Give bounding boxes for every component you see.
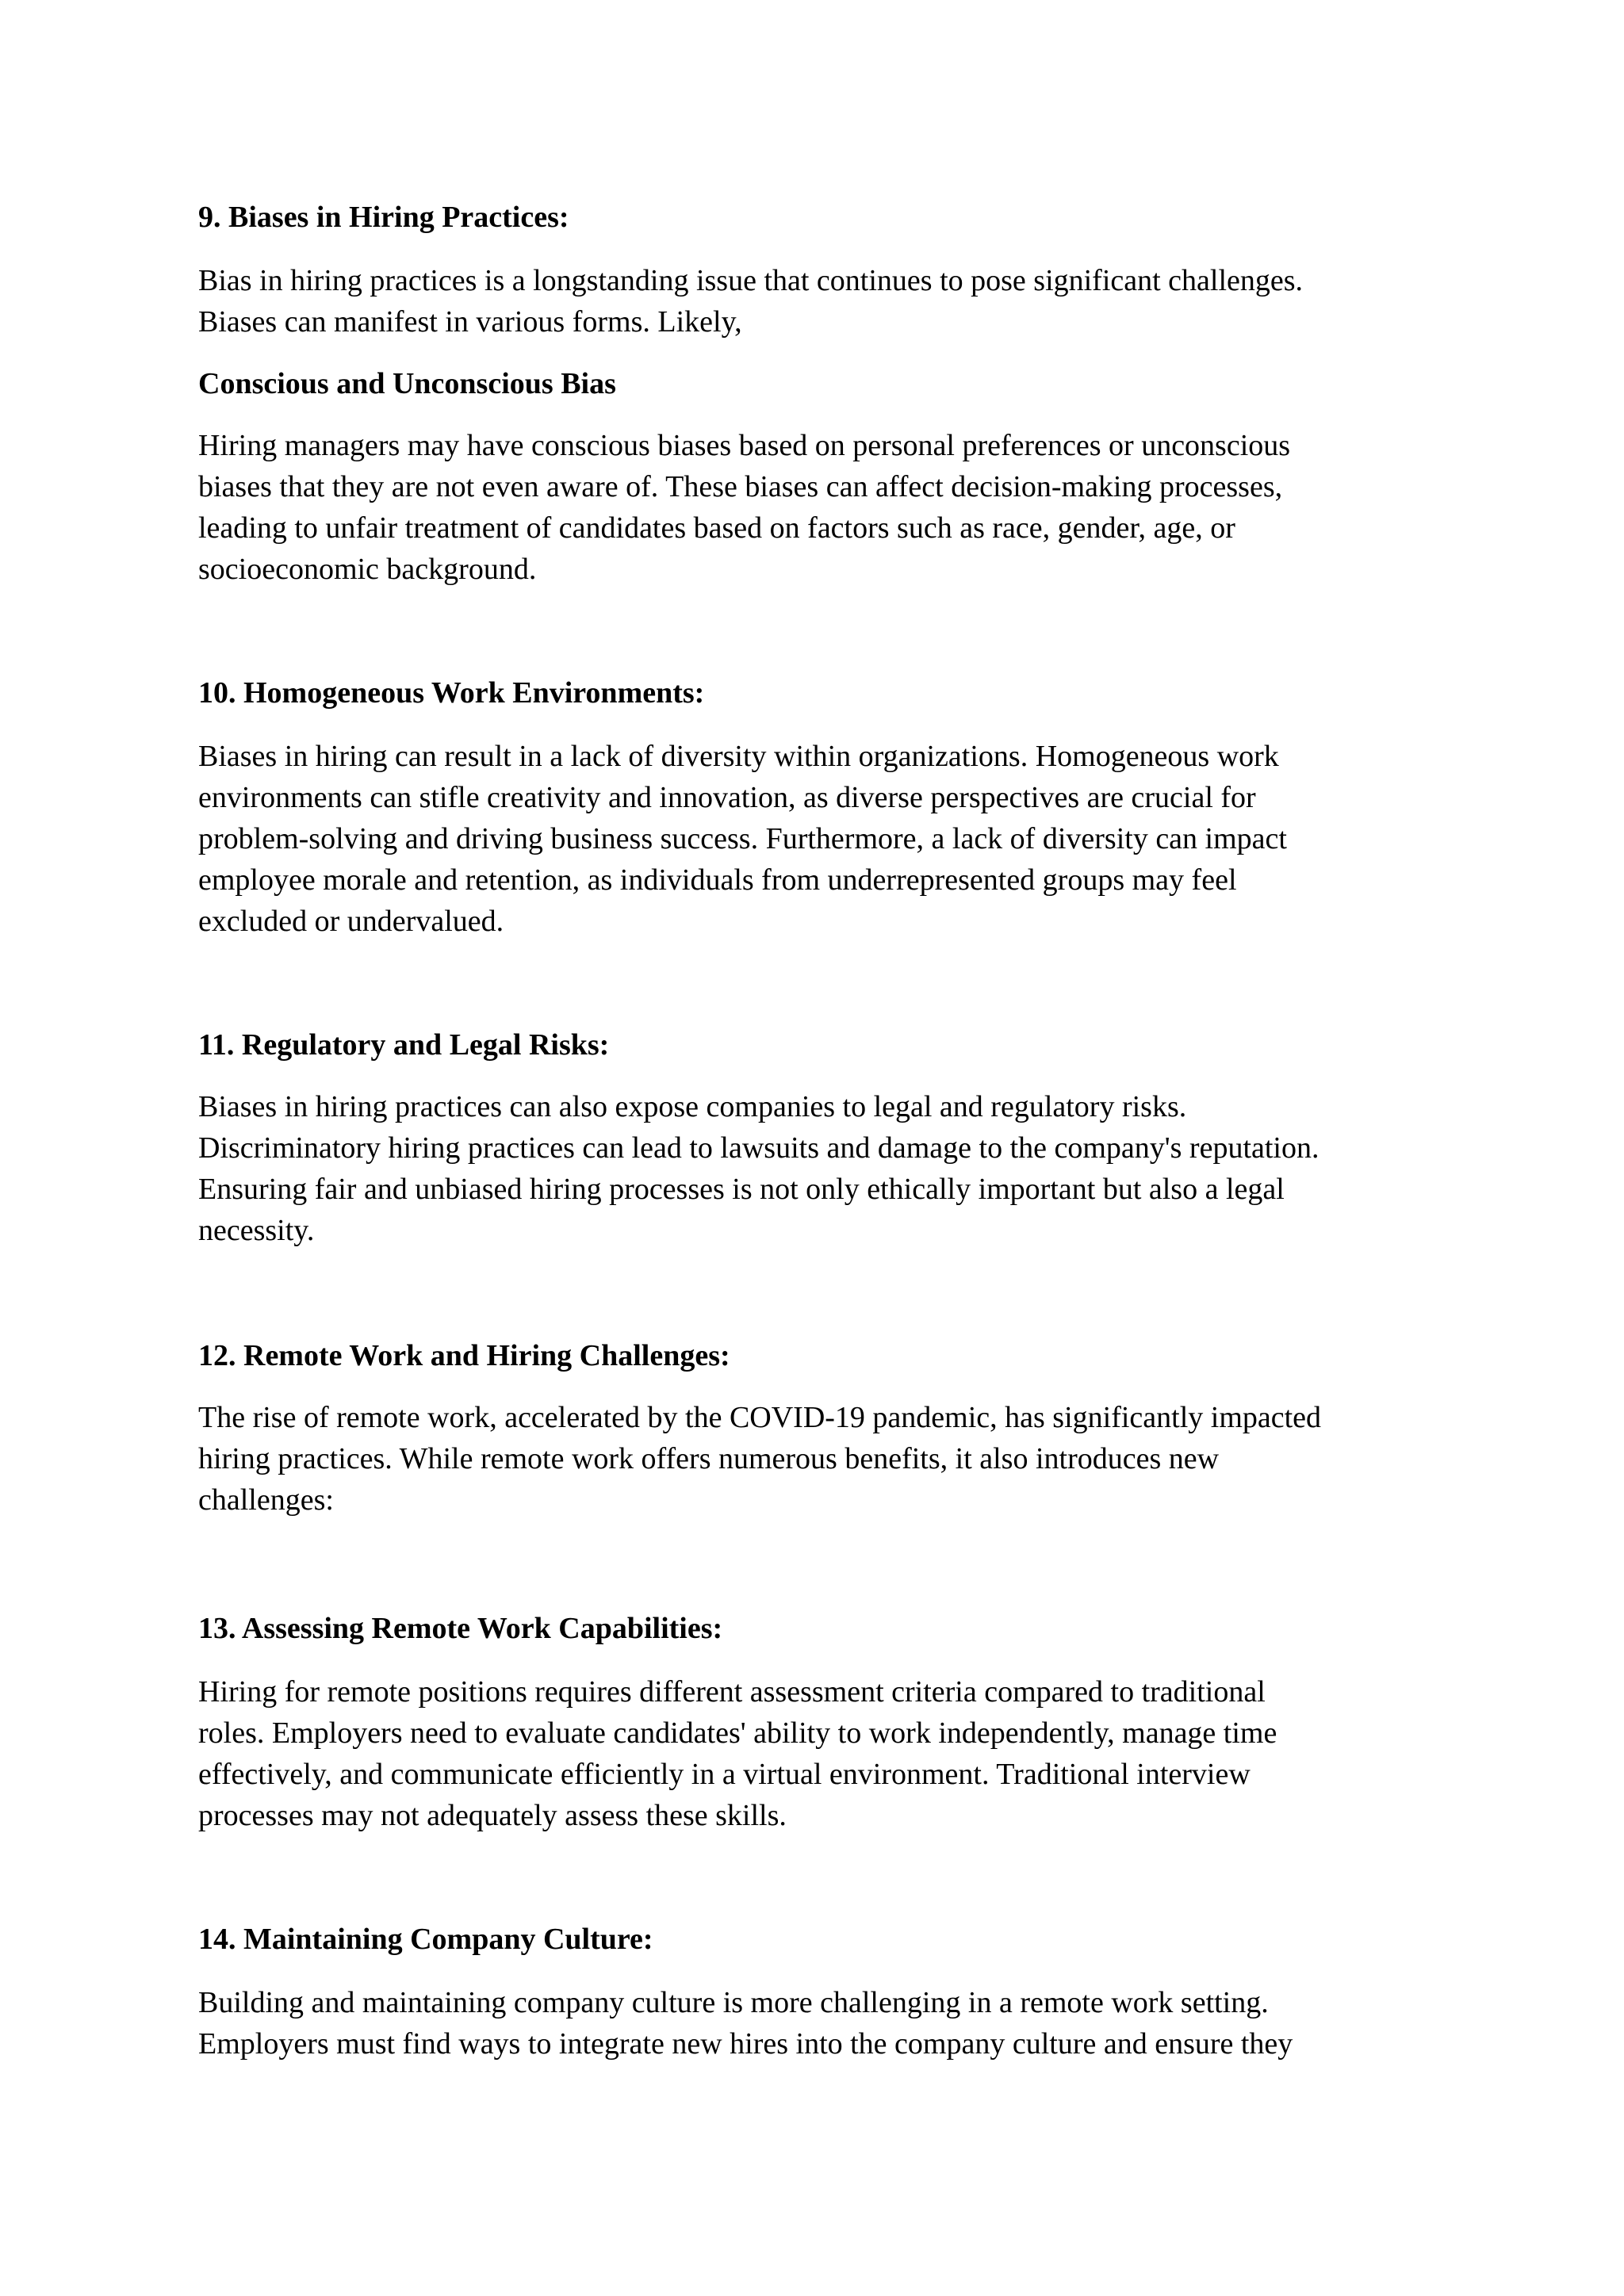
section-heading: 14. Maintaining Company Culture: [198, 1923, 653, 1956]
paragraph-line: Biases in hiring practices can also expose companies to legal and regulatory risks. [198, 1090, 1187, 1123]
section-14-paragraph [198, 1982, 1451, 2064]
section-12-paragraph [198, 1397, 1451, 1521]
section-heading: 9. Biases in Hiring Practices: [198, 201, 569, 234]
paragraph [198, 1671, 1451, 1836]
paragraph-line: socioeconomic background. [198, 553, 537, 586]
paragraph-line: biases that they are not even aware of. These biases can affect decision-making processes, [198, 470, 1283, 503]
paragraph [198, 1397, 1451, 1521]
section-heading: 10. Homogeneous Work Environments: [198, 676, 705, 710]
paragraph-line: hiring practices. While remote work offers numerous benefits, it also introduces new [198, 1442, 1220, 1475]
paragraph-line: environments can stifle creativity and innovation, as diverse perspectives are crucial for [198, 781, 1256, 814]
paragraph [198, 736, 1451, 942]
paragraph [198, 1086, 1451, 1251]
paragraph-line: Biases can manifest in various forms. Likely, [198, 305, 742, 339]
paragraph-line: effectively, and communicate efficiently in a virtual environment. Traditional interview [198, 1758, 1251, 1791]
paragraph-line: employee morale and retention, as individuals from underrepresented groups may feel [198, 863, 1237, 897]
section-11 [198, 1024, 1451, 1066]
paragraph-line: Discriminatory hiring practices can lead to lawsuits and damage to the company's reputation. [198, 1131, 1320, 1165]
paragraph-line: roles. Employers need to evaluate candidates' ability to work independently, manage time [198, 1716, 1277, 1750]
section-heading: 12. Remote Work and Hiring Challenges: [198, 1339, 730, 1372]
section-10 [198, 672, 1451, 714]
paragraph-line: Hiring managers may have conscious biases based on personal preferences or unconscious [198, 429, 1291, 462]
section-10-paragraph [198, 736, 1451, 942]
paragraph-line: Hiring for remote positions requires different assessment criteria compared to traditional [198, 1675, 1266, 1709]
subsection-conscious-bias-paragraph [198, 425, 1451, 590]
paragraph-line: Biases in hiring can result in a lack of diversity within organizations. Homogeneous work [198, 740, 1279, 773]
section-13-paragraph [198, 1671, 1451, 1836]
subsection-heading: Conscious and Unconscious Bias [198, 367, 616, 400]
paragraph-line: The rise of remote work, accelerated by the COVID-19 pandemic, has significantly impacted [198, 1401, 1322, 1434]
paragraph-line: Ensuring fair and unbiased hiring processes is not only ethically important but also a legal [198, 1173, 1285, 1206]
section-14 [198, 1919, 1451, 1960]
paragraph-line: excluded or undervalued. [198, 905, 504, 938]
paragraph-line: challenges: [198, 1483, 334, 1517]
section-12 [198, 1335, 1451, 1376]
section-13 [198, 1608, 1451, 1649]
section-9-paragraph [198, 260, 1451, 342]
paragraph-line: processes may not adequately assess these skills. [198, 1799, 787, 1832]
paragraph [198, 1982, 1451, 2064]
paragraph-line: Bias in hiring practices is a longstanding issue that continues to pose significant challenges. [198, 264, 1304, 297]
paragraph-line: necessity. [198, 1214, 315, 1247]
paragraph-line: Building and maintaining company culture is more challenging in a remote work setting. [198, 1986, 1269, 2019]
section-heading: 11. Regulatory and Legal Risks: [198, 1028, 610, 1062]
paragraph-line: problem-solving and driving business success. Furthermore, a lack of diversity can impact [198, 822, 1287, 855]
paragraph-line: Employers must find ways to integrate new hires into the company culture and ensure they [198, 2027, 1293, 2061]
paragraph [198, 260, 1451, 342]
subsection-conscious-bias [198, 363, 1451, 404]
paragraph-line: leading to unfair treatment of candidates based on factors such as race, gender, age, or [198, 511, 1235, 545]
section-heading: 13. Assessing Remote Work Capabilities: [198, 1612, 723, 1645]
paragraph [198, 425, 1451, 590]
section-9 [198, 197, 1451, 238]
section-11-paragraph [198, 1086, 1451, 1251]
